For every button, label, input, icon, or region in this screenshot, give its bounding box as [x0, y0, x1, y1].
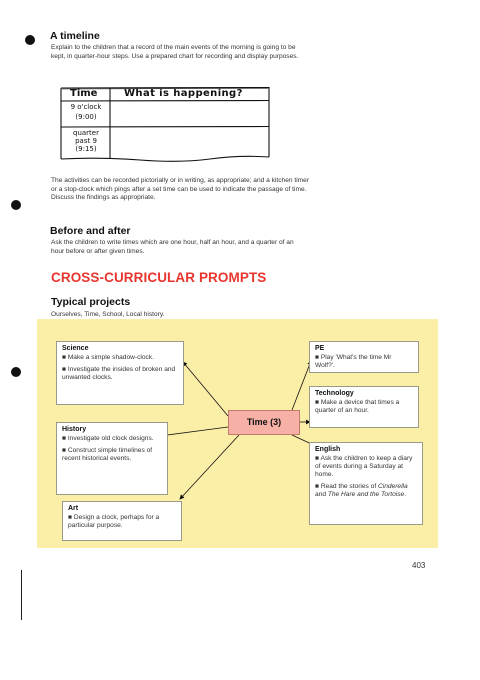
english-item-text: ■ Read the stories of [315, 483, 378, 490]
story-title: Cinderella [378, 483, 408, 490]
english-item-text: and [315, 491, 328, 498]
margin-bullet [25, 35, 35, 45]
table-cell-row1 [63, 103, 109, 121]
table-header-happening: What is happening? [124, 88, 243, 99]
art-title: Art [68, 505, 79, 512]
science-box [56, 341, 184, 405]
cell-line: (9:15) [75, 145, 97, 153]
before-after-text: Ask the children to write times which are one hour, half an hour, and a quarter of an hour before or after given times. [51, 239, 294, 255]
page-number: 403 [412, 561, 426, 570]
cell-line: (9:00) [75, 113, 97, 121]
pe-box [309, 341, 419, 373]
margin-bullet [11, 200, 21, 210]
technology-title: Technology [315, 390, 354, 397]
cell-line: quarter [73, 129, 99, 137]
table-cell-row2 [63, 129, 109, 153]
section-heading-before-after: Before and after [50, 225, 131, 237]
table-header-time: Time [70, 88, 98, 99]
projects-list: Ourselves, Time, School, Local history. [51, 311, 165, 318]
pe-title: PE [315, 345, 325, 352]
history-box [56, 422, 168, 495]
english-title: English [315, 446, 341, 453]
english-box [309, 442, 423, 525]
english-item-text: . [404, 491, 407, 498]
science-title: Science [62, 345, 89, 352]
margin-bullet [11, 367, 21, 377]
pe-item: ■ Play 'What's the time Mr Wolf?'. [315, 354, 392, 369]
history-title: History [62, 426, 87, 433]
technology-box [309, 386, 419, 428]
timeline-chart [60, 87, 270, 163]
cell-line: 9 o'clock [70, 103, 102, 111]
science-item: ■ Make a simple shadow-clock. [62, 354, 154, 361]
english-item [315, 483, 417, 499]
art-box [62, 501, 182, 541]
timeline-text: Explain to the children that a record of the main events of the morning is going to be kept, in quarter-hour steps. Use a prepared chart for recording and display purposes. [51, 44, 299, 60]
technology-item: ■ Make a device that times a quarter of an hour. [315, 399, 400, 414]
art-item: ■ Design a clock, perhaps for a particular purpose. [68, 514, 160, 529]
topic-web-diagram [37, 319, 438, 548]
timeline-after-text: The activities can be recorded pictorially or in writing, as appropriate; and a kitchen timer or a stop-clock which pings after a set time can be used to indicate the passage of time. Discuss the findings as appropriate. [51, 177, 310, 202]
topic-hub: Time (3) [228, 410, 300, 435]
english-item: ■ Ask the children to keep a diary of events during a Saturday at home. [315, 455, 413, 478]
cell-line: past 9 [75, 137, 97, 145]
cross-curricular-heading: CROSS-CURRICULAR PROMPTS [51, 270, 267, 285]
story-title: The Hare and the Tortoise [327, 491, 405, 498]
timeline-chart-lines [60, 87, 274, 167]
typical-projects-heading: Typical projects [51, 296, 131, 308]
margin-rule [21, 570, 22, 620]
history-item: ■ Investigate old clock designs. [62, 435, 154, 442]
section-heading-timeline: A timeline [50, 30, 100, 42]
science-item: ■ Investigate the insides of broken and unwanted clocks. [62, 366, 176, 381]
history-item: ■ Construct simple timelines of recent historical events. [62, 447, 153, 462]
